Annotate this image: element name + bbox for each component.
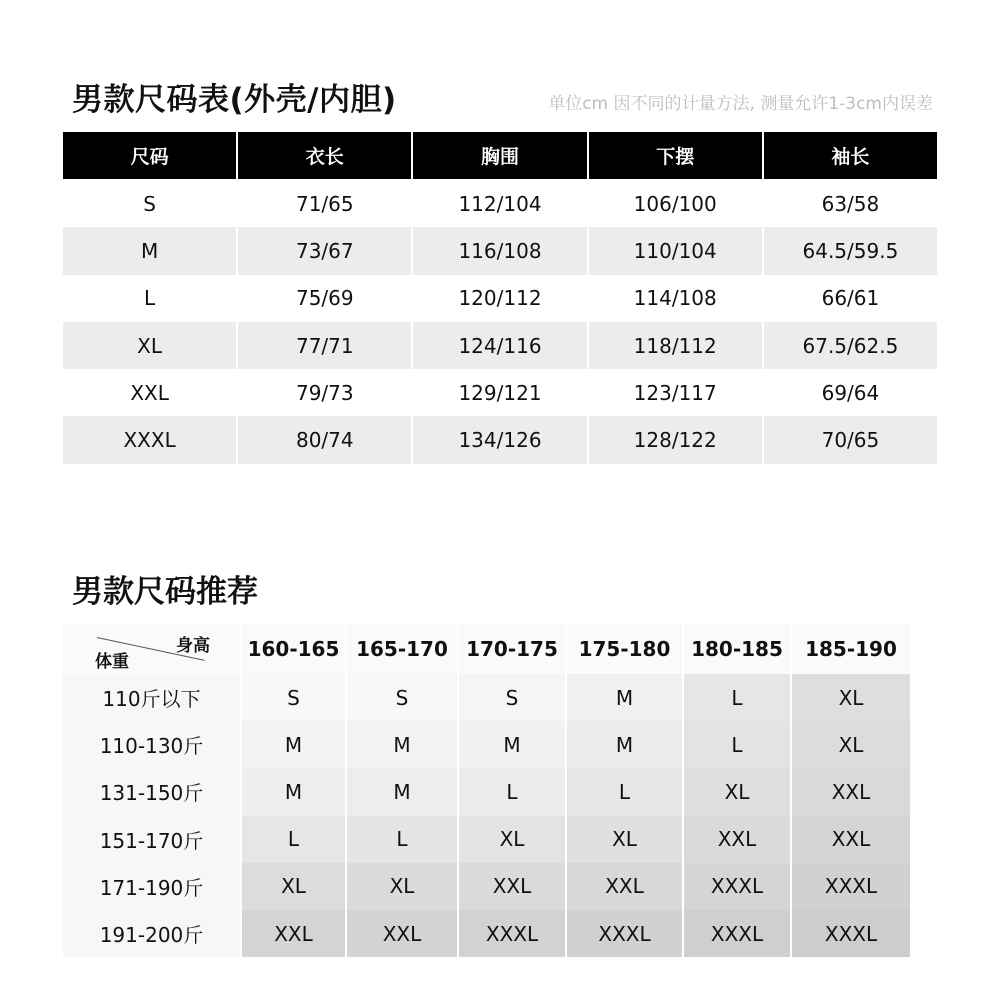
- weight-label: 110斤以下: [63, 674, 240, 721]
- size-cell: M: [347, 721, 457, 768]
- weight-label: 151-170斤: [63, 816, 240, 863]
- sleeve-cell: 63/58: [821, 191, 880, 216]
- length-cell: 73/67: [238, 227, 411, 274]
- size-cell: XL: [684, 768, 790, 815]
- recommendation-title: 男款尺码推荐: [72, 574, 258, 610]
- sleeve-cell: 69/64: [821, 380, 880, 405]
- table-row: [63, 910, 933, 957]
- size-cell: XXXL: [792, 910, 910, 957]
- size-cell: M: [459, 721, 565, 768]
- size-cell: L: [684, 674, 790, 721]
- size-cell: XL: [792, 674, 910, 721]
- size-cell: M: [347, 768, 457, 815]
- table-row: [63, 180, 937, 227]
- header-length: 衣长: [238, 132, 411, 179]
- header-chest: 胸围: [413, 132, 586, 179]
- size-cell: L: [459, 768, 565, 815]
- weight-label: 171-190斤: [63, 863, 240, 910]
- size-cell: XXXL: [567, 910, 682, 957]
- sleeve-cell: 64.5/59.5: [764, 227, 937, 274]
- table-row: [63, 674, 933, 721]
- weight-label: 191-200斤: [63, 910, 240, 957]
- size-chart-header-row: [63, 132, 937, 179]
- size-cell: M: [567, 721, 682, 768]
- chest-cell: 124/116: [413, 322, 586, 369]
- header-sleeve: 袖长: [764, 132, 937, 179]
- size-cell: XXXL: [684, 863, 790, 910]
- table-row: [63, 322, 937, 369]
- measurement-note: 单位cm 因不同的计量方法, 测量允许1-3cm内误差: [548, 94, 933, 114]
- size-cell: M: [242, 721, 345, 768]
- size-cell: L: [242, 816, 345, 863]
- table-row: [63, 416, 937, 463]
- height-header: 160-165: [242, 623, 345, 674]
- header-size: 尺码: [63, 132, 236, 179]
- length-cell: 75/69: [295, 286, 354, 311]
- size-cell: XL: [242, 863, 345, 910]
- size-cell: M: [567, 674, 682, 721]
- size-cell: XXL: [459, 863, 565, 910]
- size-cell: L: [144, 286, 156, 311]
- size-cell: XL: [567, 816, 682, 863]
- size-cell: XXL: [130, 380, 169, 405]
- length-cell: 77/71: [238, 322, 411, 369]
- hem-cell: 128/122: [589, 416, 762, 463]
- sleeve-cell: 67.5/62.5: [764, 322, 937, 369]
- header-hem: 下摆: [589, 132, 762, 179]
- size-cell: S: [143, 191, 156, 216]
- recommendation-table: [63, 623, 933, 957]
- chest-cell: 116/108: [413, 227, 586, 274]
- table-row: [63, 721, 933, 768]
- size-chart-title: 男款尺码表(外壳/内胆): [72, 82, 397, 118]
- size-cell: M: [242, 768, 345, 815]
- height-header: 170-175: [459, 623, 565, 674]
- size-cell: XL: [792, 721, 910, 768]
- recommendation-header-row: [63, 623, 933, 674]
- size-cell: XXL: [567, 863, 682, 910]
- size-cell: S: [459, 674, 565, 721]
- length-cell: 80/74: [238, 416, 411, 463]
- weight-label: 110-130斤: [63, 721, 240, 768]
- size-cell: XXL: [792, 816, 910, 863]
- size-cell: M: [63, 227, 236, 274]
- hem-cell: 118/112: [589, 322, 762, 369]
- size-cell: XXL: [684, 816, 790, 863]
- size-chart-table: [63, 132, 937, 464]
- table-row: [63, 816, 933, 863]
- size-cell: L: [347, 816, 457, 863]
- size-cell: XXXL: [684, 910, 790, 957]
- height-header: 175-180: [567, 623, 682, 674]
- chest-cell: 112/104: [458, 191, 542, 216]
- length-cell: 71/65: [295, 191, 354, 216]
- table-row: [63, 369, 937, 416]
- size-cell: XL: [459, 816, 565, 863]
- size-cell: S: [347, 674, 457, 721]
- weight-label: 131-150斤: [63, 768, 240, 815]
- sleeve-cell: 66/61: [821, 286, 880, 311]
- size-cell: S: [242, 674, 345, 721]
- table-row: [63, 275, 937, 322]
- hem-cell: 123/117: [633, 380, 717, 405]
- corner-cell: [63, 623, 240, 674]
- table-row: [63, 768, 933, 815]
- hem-cell: 106/100: [633, 191, 717, 216]
- hem-cell: 114/108: [633, 286, 717, 311]
- height-header: 180-185: [684, 623, 790, 674]
- height-header: 185-190: [792, 623, 910, 674]
- corner-weight-label: 体重: [95, 652, 129, 672]
- size-cell: XXXL: [459, 910, 565, 957]
- length-cell: 79/73: [295, 380, 354, 405]
- table-row: [63, 863, 933, 910]
- height-header: 165-170: [347, 623, 457, 674]
- chest-cell: 134/126: [413, 416, 586, 463]
- size-cell: L: [567, 768, 682, 815]
- size-cell: XXXL: [63, 416, 236, 463]
- size-cell: XXXL: [792, 863, 910, 910]
- chest-cell: 129/121: [458, 380, 542, 405]
- sleeve-cell: 70/65: [764, 416, 937, 463]
- size-cell: XL: [63, 322, 236, 369]
- size-cell: XXL: [242, 910, 345, 957]
- table-row: [63, 227, 937, 274]
- chest-cell: 120/112: [458, 286, 542, 311]
- size-cell: L: [684, 721, 790, 768]
- size-cell: XXL: [347, 910, 457, 957]
- corner-height-label: 身高: [176, 636, 210, 656]
- size-cell: XL: [347, 863, 457, 910]
- hem-cell: 110/104: [589, 227, 762, 274]
- size-cell: XXL: [792, 768, 910, 815]
